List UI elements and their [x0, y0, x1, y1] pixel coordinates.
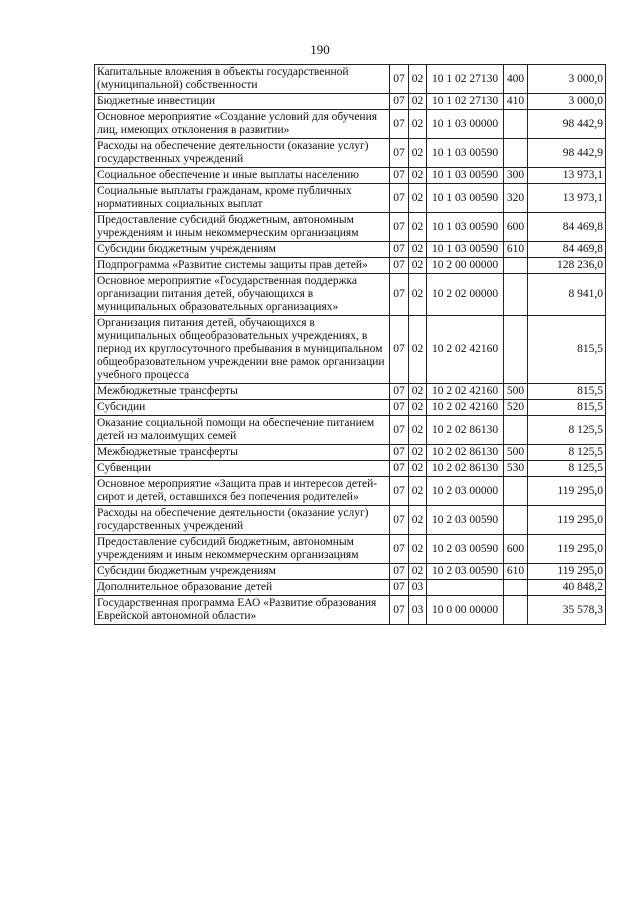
- expense-name-cell: Межбюджетные трансферты: [95, 384, 390, 400]
- target-article-code-cell: 10 2 02 86130: [427, 461, 504, 477]
- subsection-code-cell: 02: [409, 416, 427, 445]
- amount-cell: 119 295,0: [528, 477, 606, 506]
- expense-type-code-cell: [504, 139, 528, 168]
- section-code-cell: 07: [390, 580, 409, 596]
- amount-cell: 119 295,0: [528, 535, 606, 564]
- target-article-code-cell: 10 2 03 00000: [427, 477, 504, 506]
- subsection-code-cell: 02: [409, 110, 427, 139]
- table-row: [95, 596, 606, 625]
- target-article-code-cell: 10 1 02 27130: [427, 65, 504, 94]
- expense-name-cell: Расходы на обеспечение деятельности (оказание услуг) государственных учреждений: [95, 139, 390, 168]
- expense-type-code-cell: 300: [504, 168, 528, 184]
- amount-cell: 8 125,5: [528, 461, 606, 477]
- amount-cell: 13 973,1: [528, 168, 606, 184]
- table-row: [95, 384, 606, 400]
- subsection-code-cell: 02: [409, 445, 427, 461]
- expense-type-code-cell: [504, 258, 528, 274]
- table-row: [95, 477, 606, 506]
- expense-type-code-cell: 600: [504, 213, 528, 242]
- section-code-cell: 07: [390, 316, 409, 384]
- amount-cell: 35 578,3: [528, 596, 606, 625]
- section-code-cell: 07: [390, 445, 409, 461]
- amount-cell: 119 295,0: [528, 564, 606, 580]
- table-row: [95, 461, 606, 477]
- subsection-code-cell: 02: [409, 535, 427, 564]
- amount-cell: 8 125,5: [528, 445, 606, 461]
- amount-cell: 119 295,0: [528, 506, 606, 535]
- subsection-code-cell: 02: [409, 400, 427, 416]
- table-row: [95, 316, 606, 384]
- expense-name-cell: Предоставление субсидий бюджетным, автономным учреждениям и иным некоммерческим организациям: [95, 535, 390, 564]
- subsection-code-cell: 02: [409, 564, 427, 580]
- section-code-cell: 07: [390, 258, 409, 274]
- expense-name-cell: Государственная программа ЕАО «Развитие образования Еврейской автономной области»: [95, 596, 390, 625]
- amount-cell: 8 125,5: [528, 416, 606, 445]
- section-code-cell: 07: [390, 139, 409, 168]
- table-row: [95, 184, 606, 213]
- expense-name-cell: Социальные выплаты гражданам, кроме публичных нормативных социальных выплат: [95, 184, 390, 213]
- expense-name-cell: Субвенции: [95, 461, 390, 477]
- expense-name-cell: Межбюджетные трансферты: [95, 445, 390, 461]
- expense-type-code-cell: 610: [504, 242, 528, 258]
- target-article-code-cell: 10 0 00 00000: [427, 596, 504, 625]
- target-article-code-cell: 10 2 02 42160: [427, 384, 504, 400]
- amount-cell: 84 469,8: [528, 242, 606, 258]
- expense-type-code-cell: 610: [504, 564, 528, 580]
- expense-name-cell: Подпрограмма «Развитие системы защиты прав детей»: [95, 258, 390, 274]
- expense-type-code-cell: 530: [504, 461, 528, 477]
- subsection-code-cell: 02: [409, 316, 427, 384]
- section-code-cell: 07: [390, 94, 409, 110]
- expense-name-cell: Капитальные вложения в объекты государственной (муниципальной) собственности: [95, 65, 390, 94]
- expense-name-cell: Расходы на обеспечение деятельности (оказание услуг) государственных учреждений: [95, 506, 390, 535]
- target-article-code-cell: 10 2 02 86130: [427, 416, 504, 445]
- subsection-code-cell: 02: [409, 506, 427, 535]
- target-article-code-cell: 10 1 03 00000: [427, 110, 504, 139]
- amount-cell: 8 941,0: [528, 274, 606, 316]
- subsection-code-cell: 02: [409, 477, 427, 506]
- expense-type-code-cell: 400: [504, 65, 528, 94]
- table-row: [95, 580, 606, 596]
- subsection-code-cell: 02: [409, 213, 427, 242]
- amount-cell: 3 000,0: [528, 94, 606, 110]
- section-code-cell: 07: [390, 564, 409, 580]
- table-row: [95, 65, 606, 94]
- amount-cell: 815,5: [528, 400, 606, 416]
- expense-type-code-cell: [504, 596, 528, 625]
- amount-cell: 3 000,0: [528, 65, 606, 94]
- section-code-cell: 07: [390, 65, 409, 94]
- target-article-code-cell: 10 2 02 42160: [427, 400, 504, 416]
- amount-cell: 98 442,9: [528, 139, 606, 168]
- budget-table: [94, 64, 606, 625]
- amount-cell: 815,5: [528, 316, 606, 384]
- expense-name-cell: Основное мероприятие «Создание условий для обучения лиц, имеющих отклонения в развитии»: [95, 110, 390, 139]
- expense-name-cell: Оказание социальной помощи на обеспечение питанием детей из малоимущих семей: [95, 416, 390, 445]
- section-code-cell: 07: [390, 506, 409, 535]
- expense-type-code-cell: 520: [504, 400, 528, 416]
- target-article-code-cell: 10 2 03 00590: [427, 564, 504, 580]
- target-article-code-cell: 10 1 02 27130: [427, 94, 504, 110]
- target-article-code-cell: [427, 580, 504, 596]
- amount-cell: 84 469,8: [528, 213, 606, 242]
- subsection-code-cell: 02: [409, 139, 427, 168]
- table-row: [95, 258, 606, 274]
- subsection-code-cell: 02: [409, 168, 427, 184]
- target-article-code-cell: 10 2 02 00000: [427, 274, 504, 316]
- target-article-code-cell: 10 2 02 86130: [427, 445, 504, 461]
- table-row: [95, 94, 606, 110]
- table-row: [95, 168, 606, 184]
- expense-name-cell: Субсидии бюджетным учреждениям: [95, 242, 390, 258]
- section-code-cell: 07: [390, 535, 409, 564]
- expense-name-cell: Основное мероприятие «Государственная поддержка организации питания детей, обучающихся в муниципальных образовательных организациях»: [95, 274, 390, 316]
- table-row: [95, 445, 606, 461]
- expense-type-code-cell: 500: [504, 384, 528, 400]
- expense-name-cell: Основное мероприятие «Защита прав и интересов детей-сирот и детей, оставшихся без попечения родителей»: [95, 477, 390, 506]
- table-row: [95, 242, 606, 258]
- section-code-cell: 07: [390, 461, 409, 477]
- subsection-code-cell: 03: [409, 580, 427, 596]
- expense-name-cell: Социальное обеспечение и иные выплаты населению: [95, 168, 390, 184]
- target-article-code-cell: 10 1 03 00590: [427, 139, 504, 168]
- subsection-code-cell: 02: [409, 274, 427, 316]
- subsection-code-cell: 02: [409, 461, 427, 477]
- table-row: [95, 274, 606, 316]
- expense-type-code-cell: 410: [504, 94, 528, 110]
- section-code-cell: 07: [390, 242, 409, 258]
- target-article-code-cell: 10 1 03 00590: [427, 213, 504, 242]
- subsection-code-cell: 02: [409, 94, 427, 110]
- expense-type-code-cell: [504, 580, 528, 596]
- table-row: [95, 535, 606, 564]
- target-article-code-cell: 10 2 00 00000: [427, 258, 504, 274]
- subsection-code-cell: 02: [409, 184, 427, 213]
- amount-cell: 815,5: [528, 384, 606, 400]
- expense-type-code-cell: 320: [504, 184, 528, 213]
- table-row: [95, 416, 606, 445]
- subsection-code-cell: 02: [409, 384, 427, 400]
- budget-table-body: [95, 65, 606, 625]
- expense-name-cell: Предоставление субсидий бюджетным, автономным учреждениям и иным некоммерческим организациям: [95, 213, 390, 242]
- amount-cell: 128 236,0: [528, 258, 606, 274]
- expense-name-cell: Организация питания детей, обучающихся в муниципальных общеобразовательных учреждениях, в период их круглосуточного пребывания в муниципальном общеобразовательном учреждении вне рамок организации учебного процесса: [95, 316, 390, 384]
- target-article-code-cell: 10 2 03 00590: [427, 506, 504, 535]
- expense-type-code-cell: 600: [504, 535, 528, 564]
- target-article-code-cell: 10 2 03 00590: [427, 535, 504, 564]
- table-row: [95, 400, 606, 416]
- section-code-cell: 07: [390, 274, 409, 316]
- expense-name-cell: Бюджетные инвестиции: [95, 94, 390, 110]
- expense-name-cell: Субсидии бюджетным учреждениям: [95, 564, 390, 580]
- section-code-cell: 07: [390, 416, 409, 445]
- subsection-code-cell: 03: [409, 596, 427, 625]
- section-code-cell: 07: [390, 400, 409, 416]
- target-article-code-cell: 10 2 02 42160: [427, 316, 504, 384]
- section-code-cell: 07: [390, 168, 409, 184]
- subsection-code-cell: 02: [409, 242, 427, 258]
- expense-type-code-cell: [504, 316, 528, 384]
- table-row: [95, 506, 606, 535]
- section-code-cell: 07: [390, 213, 409, 242]
- expense-type-code-cell: [504, 274, 528, 316]
- amount-cell: 13 973,1: [528, 184, 606, 213]
- target-article-code-cell: 10 1 03 00590: [427, 184, 504, 213]
- expense-type-code-cell: 500: [504, 445, 528, 461]
- section-code-cell: 07: [390, 384, 409, 400]
- section-code-cell: 07: [390, 110, 409, 139]
- section-code-cell: 07: [390, 596, 409, 625]
- amount-cell: 40 848,2: [528, 580, 606, 596]
- table-row: [95, 139, 606, 168]
- subsection-code-cell: 02: [409, 258, 427, 274]
- expense-type-code-cell: [504, 477, 528, 506]
- table-row: [95, 564, 606, 580]
- expense-name-cell: Дополнительное образование детей: [95, 580, 390, 596]
- amount-cell: 98 442,9: [528, 110, 606, 139]
- expense-type-code-cell: [504, 506, 528, 535]
- target-article-code-cell: 10 1 03 00590: [427, 168, 504, 184]
- subsection-code-cell: 02: [409, 65, 427, 94]
- expense-type-code-cell: [504, 110, 528, 139]
- section-code-cell: 07: [390, 184, 409, 213]
- expense-type-code-cell: [504, 416, 528, 445]
- table-row: [95, 213, 606, 242]
- page-number: 190: [310, 42, 330, 57]
- target-article-code-cell: 10 1 03 00590: [427, 242, 504, 258]
- section-code-cell: 07: [390, 477, 409, 506]
- expense-name-cell: Субсидии: [95, 400, 390, 416]
- table-row: [95, 110, 606, 139]
